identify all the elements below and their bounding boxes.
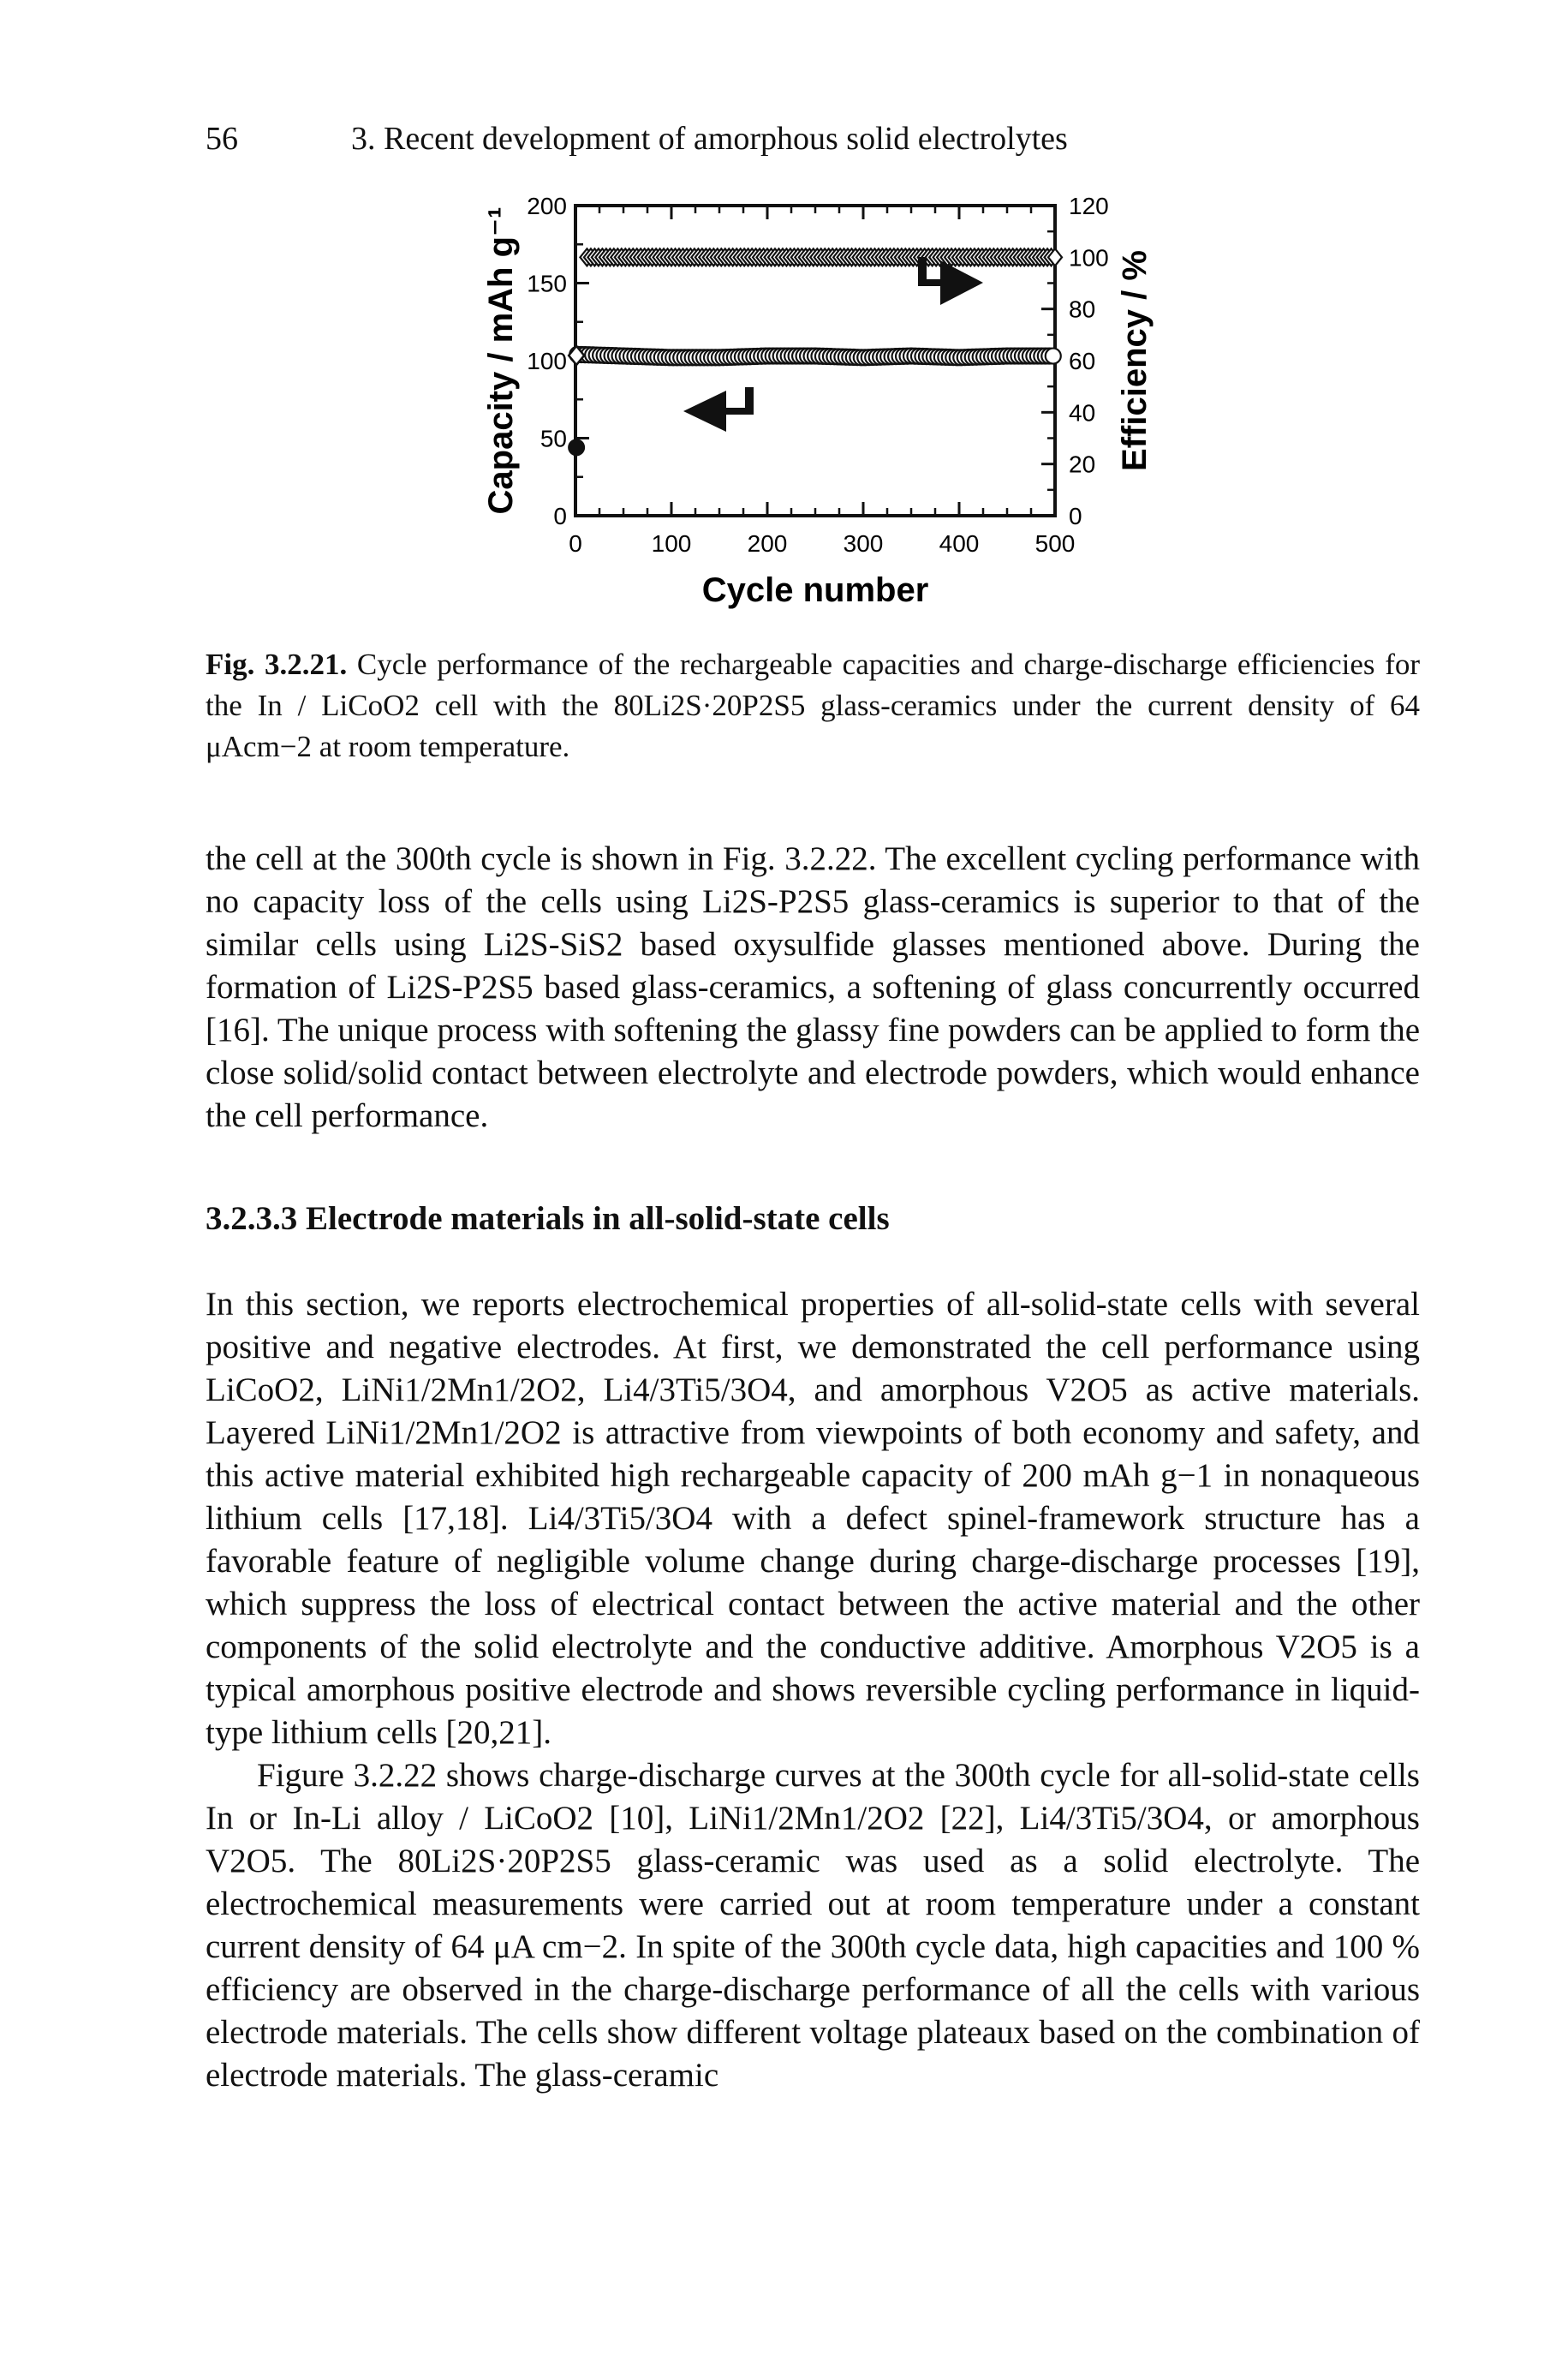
y2-axis-label: Efficiency / % — [1116, 250, 1154, 471]
y-tick-label: 150 — [527, 270, 567, 297]
capacity-point — [1046, 349, 1061, 364]
section-heading: 3.2.3.3 Electrode materials in all-solid-state cells — [206, 1200, 890, 1237]
y2-tick-label: 20 — [1069, 451, 1096, 478]
y-axis-label: Capacity / mAh g⁻¹ — [482, 206, 520, 515]
y2-tick-label: 80 — [1069, 296, 1096, 323]
x-tick-label: 200 — [747, 530, 788, 557]
first-cycle-capacity-point — [568, 439, 585, 456]
paragraph-2-text: In this section, we reports electrochemical properties of all-solid-state cells with several positive and negative electrodes. At first, we demonstrated the cell performance using LiCoO2, LiNi1/2Mn1/2O2, Li4/3Ti5/3O4, and amorphous V2O5 as active materials. Layered LiNi1/2Mn1/2O2 is attractive from viewpoints of both economy and safety, and this active material exhibited high rechargeable capacity of 200 mAh g−1 in nonaqueous lithium cells [17,18]. Li4/3Ti5/3O4 with a defect spinel-framework structure has a favorable feature of negligible volume change during charge-discharge processes [19], which suppress the loss of electrical contact between the active material and the other components of the solid electrolyte and the conductive additive. Amorphous V2O5 is a typical amorphous positive electrode and shows reversible cycling performance in liquid-type lithium cells [20,21]. — [206, 1286, 1420, 1751]
y2-tick-label: 60 — [1069, 348, 1096, 374]
figure-label: Fig. 3.2.21. — [206, 648, 348, 681]
page-number: 56 — [206, 121, 238, 157]
figure-caption — [206, 644, 1420, 768]
chapter-title: 3. Recent development of amorphous solid electrolytes — [351, 121, 1068, 157]
x-tick-label: 300 — [843, 530, 884, 557]
cycle-performance-chart — [0, 0, 1568, 634]
x-tick-label: 100 — [651, 530, 692, 557]
paragraph-1-text: the cell at the 300th cycle is shown in Fig. 3.2.22. The excellent cycling performance with no capacity loss of the cells using Li2S-P2S5 glass-ceramics is superior to that of the similar cells using Li2S-SiS2 based oxysulfide glasses mentioned above. During the formation of Li2S-P2S5 based glass-ceramics, a softening of glass concurrently occurred [16]. The unique process with softening the glassy fine powders can be applied to form the close solid/solid contact between electrolyte and electrode powders, which would enhance the cell performance. — [206, 840, 1420, 1134]
x-tick-label: 0 — [569, 530, 582, 557]
y-tick-label: 200 — [527, 193, 567, 219]
y2-tick-label: 0 — [1069, 503, 1082, 529]
paragraph-2 — [206, 1283, 1420, 2097]
paragraph-1 — [206, 838, 1420, 1138]
arrow-to-capacity-axis — [683, 387, 754, 432]
y2-tick-label: 100 — [1069, 244, 1109, 272]
y2-tick-label: 40 — [1069, 399, 1096, 427]
x-axis-label: Cycle number — [701, 571, 929, 609]
y-tick-label: 50 — [540, 425, 567, 452]
figure-caption-text: Cycle performance of the rechargeable capacities and charge-discharge efficiencies for the In / LiCoO2 cell with the 80Li2S·20P2S5 glass-ceramics under the current density of 64 μAcm−2 at room temperature. — [206, 648, 1421, 763]
y-tick-label: 0 — [553, 503, 567, 529]
x-tick-label: 500 — [1034, 530, 1076, 557]
paragraph-3-text: Figure 3.2.22 shows charge-discharge curves at the 300th cycle for all-solid-state cells In or In-Li alloy / LiCoO2 [10], LiNi1/2Mn1/2O2 [22], Li4/3Ti5/3O4, or amorphous V2O5. The 80Li2S·20P2S5 glass-ceramic was used as a solid electrolyte. The electrochemical measurements were carried out at room temperature under a constant current density of 64 μA cm−2. In spite of the 300th cycle data, high capacities and 100 % efficiency are observed in the charge-discharge performance of all the cells with various electrode materials. The cells show different voltage plateaux based on the combination of electrode materials. The glass-ceramic — [206, 1757, 1420, 2094]
y-tick-label: 100 — [527, 348, 567, 374]
y2-tick-label: 120 — [1069, 193, 1109, 219]
x-tick-label: 400 — [939, 530, 980, 557]
